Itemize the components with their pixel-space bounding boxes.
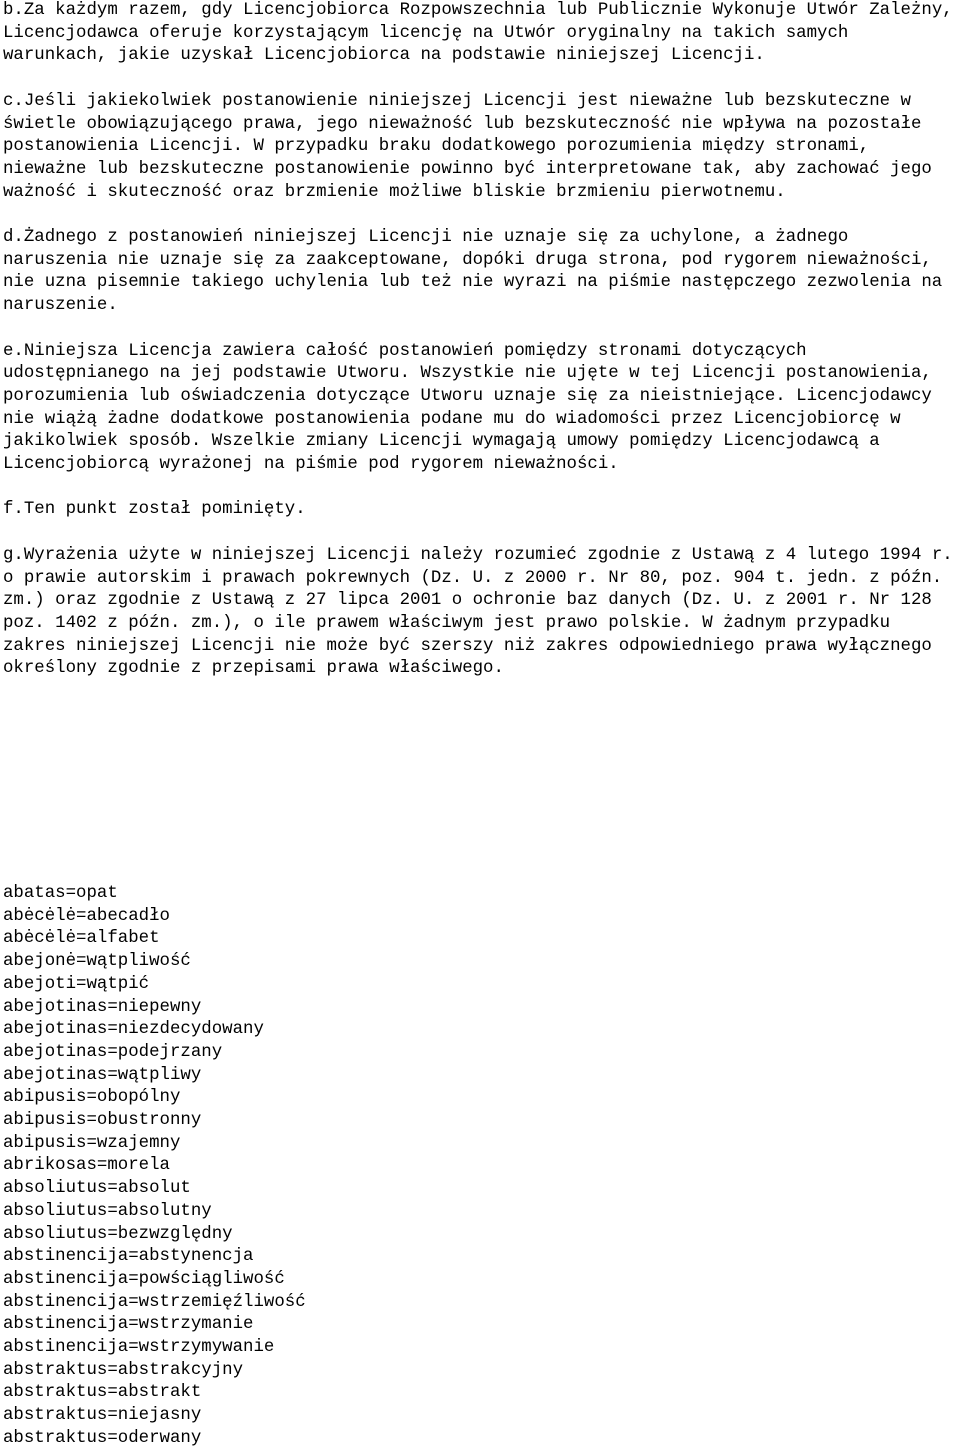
dictionary-entry: abstinencija=wstrzemięźliwość <box>3 1292 306 1312</box>
dictionary-entry: absoliutus=absolut <box>3 1179 191 1199</box>
dictionary-entry: abstinencija=wstrzymanie <box>3 1315 254 1335</box>
clause-text: Żadnego z postanowień niniejszej Licencji nie uznaje się za uchylone, a żadnego naruszenia nie uznaje się za zaakceptowane, dopóki druga strona, pod rygorem nieważności, nie uzna pisemnie takiego uchylenia lub też nie wyrazi na piśmie następczego zezwolenia na naruszenie. <box>3 228 943 316</box>
clause-text: Za każdym razem, gdy Licencjobiorca Rozpowszechnia lub Publicznie Wykonuje Utwór Zależny, Licencjodawca oferuje korzystającym licencję na Utwór oryginalny na takich samych warunkach, jakie uzyskał Licencjobiorca na podstawie niniejszej Licencji. <box>3 1 953 66</box>
clause-text: Niniejsza Licencja zawiera całość postanowień pomiędzy stronami dotyczących udostępnianego na jej podstawie Utworu. Wszystkie nie ujęte w tej Licencji postanowienia, porozumienia lub oświadczenia dotyczące Utworu uznaje się za nieistniejące. Licencjodawcy nie wiążą żadne dodatkowe postanowienia podane mu do wiadomości przez Licencjobiorcę w jakikolwiek sposób. Wszelkie zmiany Licencji wymagają umowy pomiędzy Licencjodawcą a Licencjobiorcą wyrażonej na piśmie pod rygorem nieważności. <box>3 341 932 475</box>
clause-d <box>3 227 960 318</box>
dictionary-list <box>3 883 306 1451</box>
dictionary-entry: abrikosas=morela <box>3 1156 170 1176</box>
dictionary-entry: abstraktus=oderwany <box>3 1428 202 1448</box>
dictionary-entry: abejotinas=wątpliwy <box>3 1065 202 1085</box>
dictionary-entry: abejoti=wątpić <box>3 974 150 994</box>
clause-marker: f. <box>3 500 24 520</box>
dictionary-entry: abejotinas=podejrzany <box>3 1042 223 1062</box>
clause-marker: d. <box>3 228 24 247</box>
clause-c <box>3 91 960 205</box>
clause-b <box>3 0 960 68</box>
clause-marker: b. <box>3 1 24 20</box>
dictionary-entry: abėcėlė=alfabet <box>3 929 160 949</box>
clause-text: Jeśli jakiekolwiek postanowienie niniejszej Licencji jest nieważne lub bezskuteczne w świetle obowiązującego prawa, jego nieważność lub bezskuteczność nie wpływa na pozostałe postanowienia Licencji. W przypadku braku dodatkowego porozumienia między stronami, nieważne lub bezskuteczne postanowienie powinno być interpretowane tak, aby zachować jego ważność i skuteczność oraz brzmienie możliwe bliskie brzmieniu pierwotnemu. <box>3 91 932 202</box>
dictionary-entry: abstinencija=wstrzymywanie <box>3 1338 275 1358</box>
dictionary-entry: abejotinas=niepewny <box>3 997 202 1017</box>
dictionary-entry: abstraktus=abstrakcyjny <box>3 1360 244 1380</box>
clause-marker: c. <box>3 91 24 111</box>
dictionary-entry: abstinencija=powściągliwość <box>3 1269 285 1289</box>
dictionary-entry: abatas=opat <box>3 884 118 903</box>
dictionary-entry: abejonė=wątpliwość <box>3 952 191 972</box>
dictionary-entry: abipusis=obopólny <box>3 1088 181 1108</box>
clause-marker: e. <box>3 341 24 361</box>
license-document <box>3 0 960 704</box>
dictionary-entry: abipusis=obustronny <box>3 1111 202 1131</box>
clause-text: Wyrażenia użyte w niniejszej Licencji należy rozumieć zgodnie z Ustawą z 4 lutego 1994 r. o prawie autorskim i prawach pokrewnych (Dz. U. z 2000 r. Nr 80, poz. 904 t. jedn. z późn. zm.) oraz zgodnie z Ustawą z 27 lipca 2001 o ochronie baz danych (Dz. U. z 2001 r. Nr 128 poz. 1402 z późn. zm.), o ile prawem właściwym jest prawo polskie. W żadnym przypadku zakres niniejszej Licencji nie może być szerszy niż zakres odpowiedniego prawa wyłącznego określony zgodnie z przepisami prawa właściwego. <box>3 545 953 679</box>
dictionary-entry: abipusis=wzajemny <box>3 1133 181 1153</box>
dictionary-entry: abstraktus=niejasny <box>3 1406 202 1426</box>
dictionary-entry: abėcėlė=abecadło <box>3 906 170 926</box>
dictionary-entry: absoliutus=bezwzględny <box>3 1224 233 1244</box>
clause-g <box>3 545 960 681</box>
clause-f <box>3 499 960 522</box>
dictionary-entry: absoliutus=absolutny <box>3 1201 212 1221</box>
clause-e <box>3 341 960 477</box>
dictionary-entry: abstraktus=abstrakt <box>3 1383 202 1403</box>
clause-marker: g. <box>3 545 24 565</box>
dictionary-entry: abejotinas=niezdecydowany <box>3 1020 264 1040</box>
dictionary-entry: abstinencija=abstynencja <box>3 1247 254 1267</box>
clause-text: Ten punkt został pominięty. <box>23 500 306 520</box>
